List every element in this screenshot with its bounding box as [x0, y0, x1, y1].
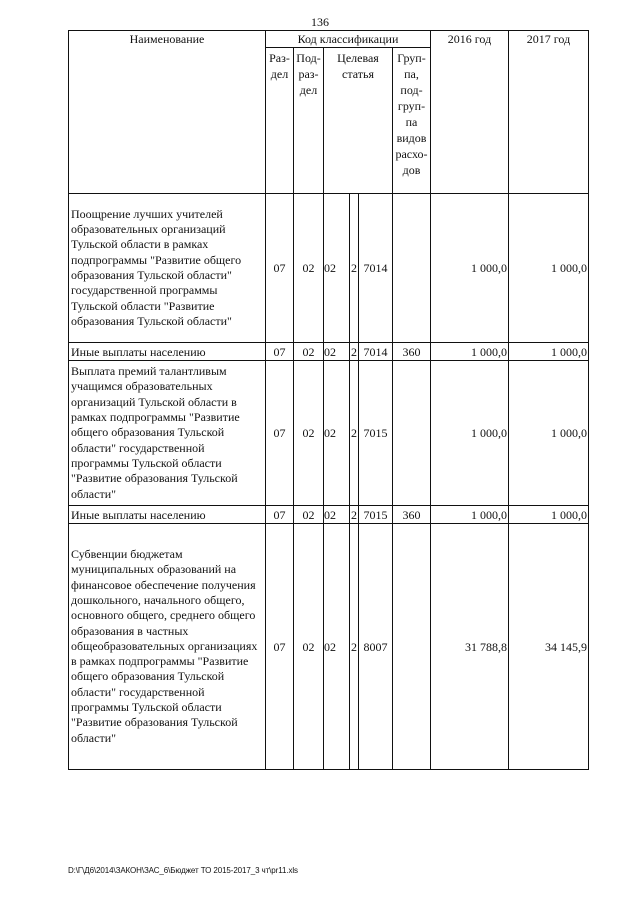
- header-year-2016: 2016 год: [431, 31, 509, 194]
- row-name: Иные выплаты населению: [69, 343, 266, 361]
- row-target-part3: 7014: [359, 194, 393, 343]
- row-section: 07: [266, 343, 294, 361]
- table-row: [69, 194, 589, 343]
- row-amount-2017: 1 000,0: [509, 506, 589, 524]
- row-target-part1: 02: [324, 507, 336, 522]
- row-name: Иные выплаты населению: [69, 506, 266, 524]
- row-name: Поощрение лучших учителей образовательных организаций Тульской области в рамках подпрограммы "Развитие общего образования Тульской области" государственной программы Тульской области "Развитие образования Тульской области": [69, 194, 266, 343]
- table-row: [69, 343, 589, 361]
- table-row: [69, 524, 589, 770]
- row-target-part2: 2: [350, 194, 359, 343]
- row-target-part1: 02: [324, 524, 337, 770]
- header-section: Раз- дел: [266, 48, 294, 194]
- row-amount-2016: 1 000,0: [431, 506, 509, 524]
- budget-table: [68, 30, 589, 770]
- row-target-part2: 2: [351, 344, 357, 359]
- table-row: [69, 506, 589, 524]
- row-amount-2017: 1 000,0: [509, 361, 589, 506]
- row-target-part2: 2: [351, 507, 357, 522]
- row-amount-2016: 1 000,0: [431, 361, 509, 506]
- row-target-part1: 02: [324, 194, 337, 343]
- row-section: 07: [266, 361, 294, 506]
- row-section: 07: [266, 524, 294, 770]
- header-expense-group: Груп- па, под- груп- па видов расхо- дов: [393, 48, 431, 194]
- row-subsection: 02: [294, 524, 324, 770]
- file-path-footer: D:\Г\Д6\2014\ЗАКОН\ЗАС_6\Бюджет ТО 2015-2017_3 чт\pr11.xls: [68, 866, 298, 875]
- row-subsection: 02: [294, 506, 324, 524]
- row-subsection: 02: [294, 194, 324, 343]
- table-row: [69, 361, 589, 506]
- row-group: [393, 524, 431, 770]
- row-amount-2016: 1 000,0: [431, 343, 509, 361]
- row-amount-2017: 34 145,9: [509, 524, 589, 770]
- header-target-article: Целевая статья: [324, 48, 393, 194]
- row-amount-2017: 1 000,0: [509, 343, 589, 361]
- row-group: [393, 194, 431, 343]
- row-subsection: 02: [294, 343, 324, 361]
- row-amount-2016: 31 788,8: [431, 524, 509, 770]
- row-target-part2: 2: [350, 361, 359, 506]
- row-group: 360: [393, 506, 431, 524]
- row-subsection: 02: [294, 361, 324, 506]
- header-year-2017: 2017 год: [509, 31, 589, 194]
- row-target-part3: 7014: [359, 343, 393, 361]
- row-target-part1: 02: [324, 361, 337, 506]
- row-group: [393, 361, 431, 506]
- row-amount-2016: 1 000,0: [431, 194, 509, 343]
- row-group: 360: [393, 343, 431, 361]
- row-target-part3: 7015: [359, 361, 393, 506]
- row-name: Субвенции бюджетам муниципальных образований на финансовое обеспечение получения дошкольного, начального общего, основного общего, среднего общего образования в частных общеобразовательных организациях в рамках подпрограммы "Развитие общего образования Тульской области" государственной программы Тульской области "Развитие образования Тульской области": [69, 524, 266, 770]
- row-target-part2: 2: [350, 524, 359, 770]
- row-amount-2017: 1 000,0: [509, 194, 589, 343]
- header-name: Наименование: [69, 31, 266, 194]
- row-section: 07: [266, 506, 294, 524]
- row-target-part1: 02: [324, 344, 336, 359]
- page-number: 136: [311, 15, 329, 29]
- row-name: Выплата премий талантливым учащимся образовательных организаций Тульской области в рамках подпрограммы "Развитие общего образования Тульской области" государственной программы Тульской области "Развитие образования Тульской области": [69, 361, 266, 506]
- row-target-part3: 7015: [359, 506, 393, 524]
- row-section: 07: [266, 194, 294, 343]
- header-subsection: Под- раз- дел: [294, 48, 324, 194]
- header-classification: Код классификации: [266, 31, 431, 48]
- row-target-part3: 8007: [359, 524, 393, 770]
